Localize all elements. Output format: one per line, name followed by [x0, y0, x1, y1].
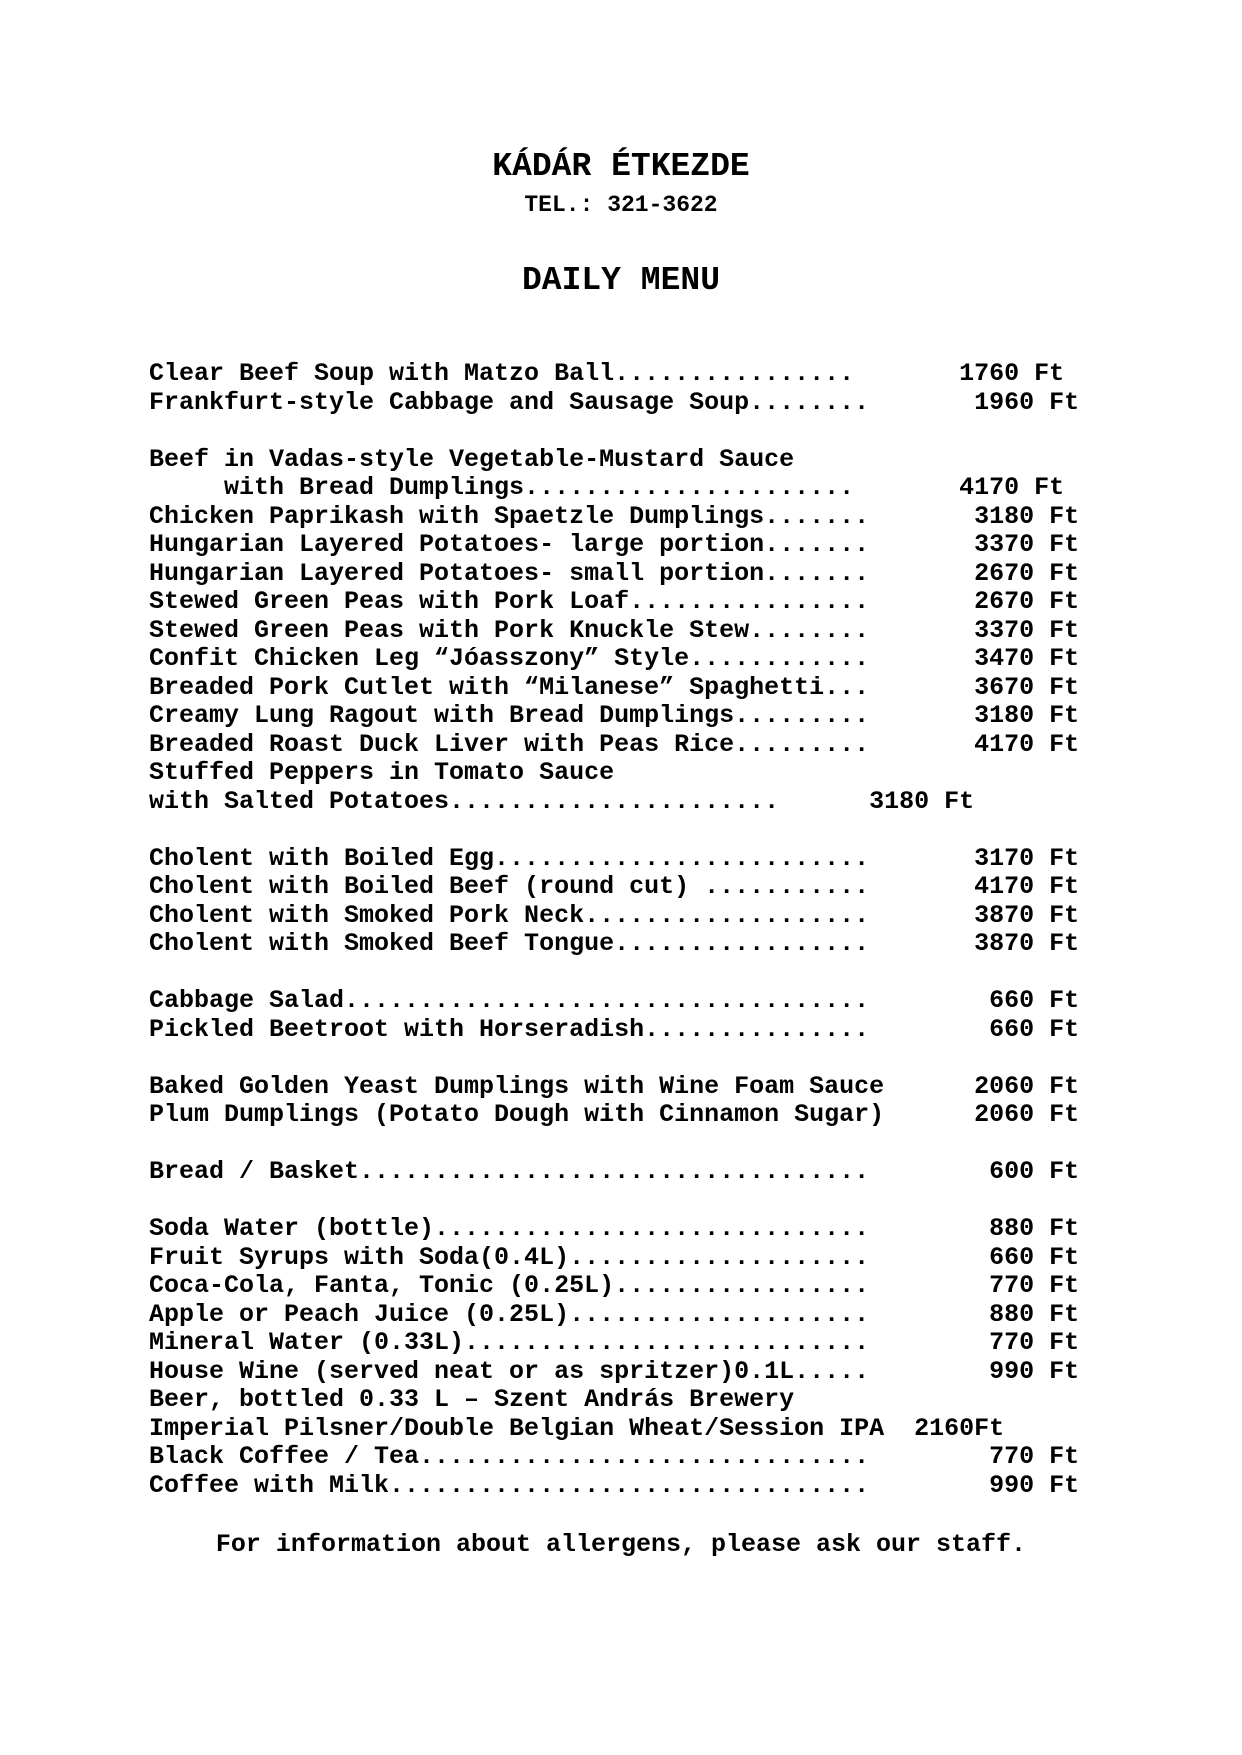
menu-line: Stewed Green Peas with Pork Knuckle Stew........ 3370 Ft [149, 615, 1080, 645]
menu-line: Hungarian Layered Potatoes- large portion....... 3370 Ft [149, 530, 1080, 559]
menu-line: Black Coffee / Tea.............................. 770 Ft [149, 1442, 1080, 1471]
menu-line: Mineral Water (0.33L)........................... 770 Ft [149, 1328, 1080, 1357]
menu-line: Beer, bottled 0.33 L – Szent András Brewery [149, 1385, 795, 1414]
menu-line: Baked Golden Yeast Dumplings with Wine Foam Sauce 2060 Ft [149, 1071, 1080, 1101]
menu-line: House Wine (served neat or as spritzer)0.1L..... 990 Ft [149, 1356, 1080, 1386]
menu-spacer [149, 417, 1149, 446]
menu-spacer [149, 1187, 1149, 1216]
menu-line: Plum Dumplings (Potato Dough with Cinnamon Sugar) 2060 Ft [149, 1100, 1080, 1129]
menu-list [149, 360, 1149, 1500]
menu-line: Beef in Vadas-style Vegetable-Mustard Sauce [149, 444, 795, 474]
menu-line: with Bread Dumplings...................... 4170 Ft [149, 473, 1065, 502]
menu-spacer [149, 959, 1149, 988]
menu-line: Soda Water (bottle)............................. 880 Ft [149, 1214, 1080, 1243]
menu-spacer [149, 1044, 1149, 1073]
menu-line: Cholent with Boiled Egg......................... 3170 Ft [149, 843, 1080, 873]
menu-line: with Salted Potatoes...................... 3180 Ft [149, 786, 975, 816]
menu-line: Stewed Green Peas with Pork Loaf................ 2670 Ft [149, 587, 1080, 616]
menu-line: Breaded Pork Cutlet with “Milanese” Spaghetti... 3670 Ft [149, 672, 1080, 702]
menu-line: Fruit Syrups with Soda(0.4L).................... 660 Ft [149, 1242, 1080, 1272]
menu-line: Chicken Paprikash with Spaetzle Dumplings....... 3180 Ft [149, 501, 1080, 531]
menu-line: Creamy Lung Ragout with Bread Dumplings......... 3180 Ft [149, 701, 1080, 730]
menu-line: Cholent with Smoked Pork Neck................... 3870 Ft [149, 900, 1080, 930]
menu-line: Hungarian Layered Potatoes- small portion....... 2670 Ft [149, 558, 1080, 588]
menu-line: Breaded Roast Duck Liver with Peas Rice......... 4170 Ft [149, 729, 1080, 759]
menu-title: DAILY MENU [521, 262, 721, 299]
menu-line: Imperial Pilsner/Double Belgian Wheat/Session IPA 2160Ft [149, 1413, 1005, 1443]
menu-line: Frankfurt-style Cabbage and Sausage Soup........ 1960 Ft [149, 387, 1080, 417]
menu-line: Confit Chicken Leg “Jóasszony” Style............ 3470 Ft [149, 644, 1080, 673]
menu-line: Stuffed Peppers in Tomato Sauce [149, 758, 615, 787]
menu-spacer [149, 816, 1149, 845]
menu-line: Clear Beef Soup with Matzo Ball................ 1760 Ft [149, 359, 1065, 388]
menu-line: Cabbage Salad................................... 660 Ft [149, 986, 1080, 1015]
allergen-note: For information about allergens, please ask our staff. [215, 1530, 1027, 1559]
menu-line: Bread / Basket.................................. 600 Ft [149, 1157, 1080, 1186]
menu-line: Coffee with Milk................................ 990 Ft [149, 1470, 1080, 1500]
menu-line: Pickled Beetroot with Horseradish............... 660 Ft [149, 1014, 1080, 1044]
restaurant-name: KÁDÁR ÉTKEZDE [492, 148, 750, 185]
menu-line: Cholent with Boiled Beef (round cut) ........... 4170 Ft [149, 872, 1080, 901]
menu-line: Apple or Peach Juice (0.25L).................... 880 Ft [149, 1299, 1080, 1329]
menu-spacer [149, 1130, 1149, 1159]
telephone-number: TEL.: 321-3622 [524, 192, 718, 218]
menu-line: Cholent with Smoked Beef Tongue................. 3870 Ft [149, 929, 1080, 958]
menu-line: Coca-Cola, Fanta, Tonic (0.25L)................. 770 Ft [149, 1271, 1080, 1300]
